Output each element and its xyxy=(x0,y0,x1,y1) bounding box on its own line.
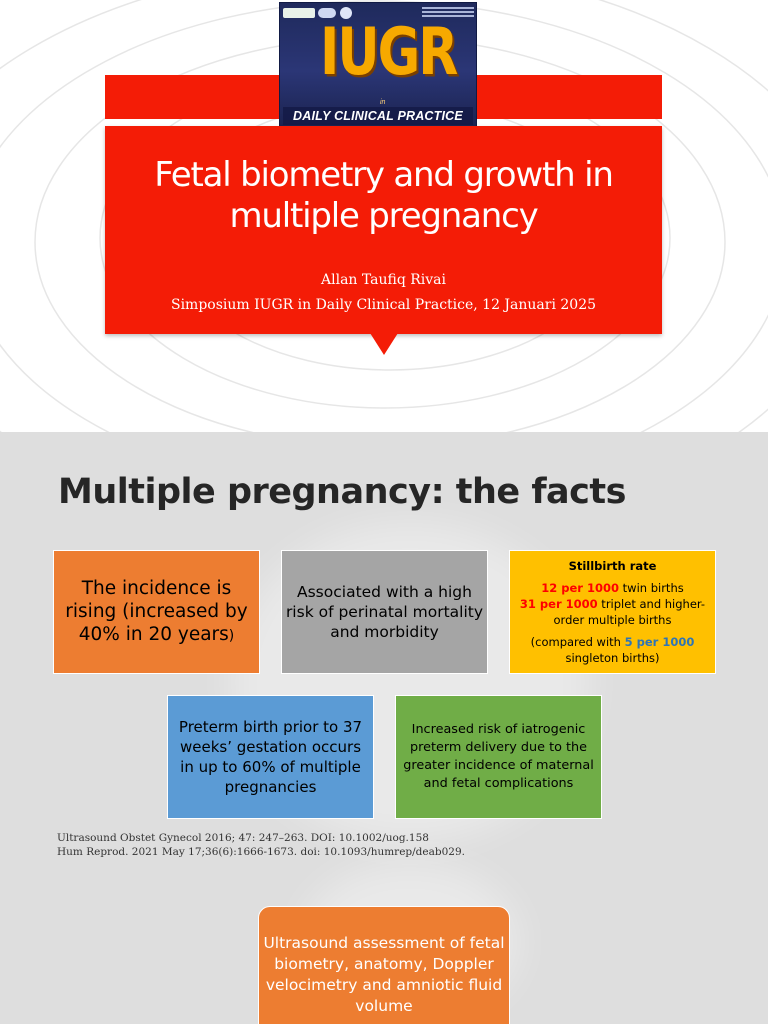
title-slide xyxy=(0,0,768,432)
sponsor-logo xyxy=(283,8,315,18)
reference-item: Hum Reprod. 2021 May 17;36(6):1666-1673. doi: 10.1093/humrep/deab029. xyxy=(57,846,465,858)
iatrogenic-box xyxy=(395,695,602,819)
event-info: Simposium IUGR in Daily Clinical Practice, 12 Januari 2025 xyxy=(170,297,597,313)
preterm-text: Preterm birth prior to 37 weeks’ gestation occurs in up to 60% of multiple pregnancies xyxy=(178,718,363,796)
twin-rate-line xyxy=(541,580,683,596)
logo-iugr-text: IUGR xyxy=(320,15,457,90)
mortality-text: Associated with a high risk of perinatal mortality and morbidity xyxy=(285,583,484,641)
logo-in-text: in xyxy=(380,99,386,106)
ultrasound-box xyxy=(258,906,510,1024)
twin-rate: 12 per 1000 xyxy=(541,581,619,595)
slide-title: Multiple pregnancy: the facts xyxy=(58,472,626,512)
facts-slide xyxy=(0,432,768,1024)
triplet-text: triplet and higher-order multiple births xyxy=(553,597,706,627)
logo-subtitle: DAILY CLINICAL PRACTICE xyxy=(283,107,473,125)
incidence-text xyxy=(54,577,259,648)
singleton-compare-line xyxy=(518,634,707,666)
stillbirth-box xyxy=(509,550,716,674)
singleton-rate: 5 per 1000 xyxy=(624,635,695,649)
iugr-logo xyxy=(279,2,477,128)
incidence-close-paren: ) xyxy=(228,627,235,644)
incidence-main: The incidence is rising (increased by 40% in 20 years xyxy=(65,577,248,645)
reference-item: Ultrasound Obstet Gynecol 2016; 47: 247–263. DOI: 10.1002/uog.158 xyxy=(57,832,429,844)
triplet-rate-line xyxy=(518,596,707,628)
title-box-pointer xyxy=(370,333,398,355)
mortality-box xyxy=(281,550,488,674)
references xyxy=(57,831,465,859)
ultrasound-text: Ultrasound assessment of fetal biometry, anatomy, Doppler velocimetry and amniotic fluid volume xyxy=(263,934,505,1015)
compare-prefix: (compared with xyxy=(530,635,625,649)
twin-text: twin births xyxy=(619,581,684,595)
compare-suffix: singleton births) xyxy=(565,651,660,665)
triplet-rate: 31 per 1000 xyxy=(519,597,598,611)
incidence-box xyxy=(53,550,260,674)
iatrogenic-text: Increased risk of iatrogenic preterm delivery due to the greater incidence of maternal and fetal complications xyxy=(403,722,594,791)
presentation-title: Fetal biometry and growth in multiple pregnancy xyxy=(154,155,613,236)
preterm-box xyxy=(167,695,374,819)
author-name: Allan Taufiq Rivai xyxy=(321,272,446,288)
stillbirth-heading: Stillbirth rate xyxy=(568,559,657,573)
